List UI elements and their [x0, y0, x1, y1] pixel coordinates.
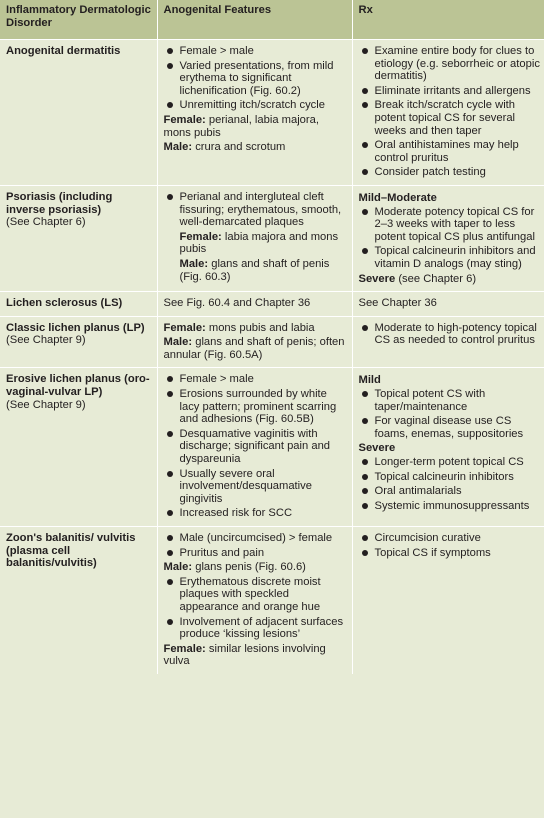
features-cell	[157, 527, 352, 674]
item-text: Moderate to high-potency topical CS as needed to control pruritus	[374, 321, 537, 347]
bullet-list	[164, 373, 348, 520]
bullet-list	[359, 388, 541, 440]
item-label: Male:	[179, 257, 209, 270]
rx-cell	[352, 368, 544, 527]
table-row	[0, 40, 544, 186]
bullet-dot-icon	[362, 325, 368, 331]
item-text: Female > male	[179, 45, 254, 57]
item-text: glans and shaft of penis; often annular (Fig. 60.5A)	[163, 336, 345, 361]
disorder-cell	[0, 292, 157, 317]
item-text: Consider patch testing	[374, 166, 486, 179]
bullet-dot-icon	[362, 209, 368, 215]
bullet-list	[164, 45, 348, 112]
bullet-dot-icon	[362, 503, 368, 509]
labeled-line	[164, 114, 348, 139]
features-cell	[157, 185, 352, 291]
bullet-item	[359, 99, 541, 137]
chapter-reference: (See Chapter 9)	[6, 334, 86, 347]
bullet-dot-icon	[362, 169, 368, 175]
item-text: Systemic immunosuppressants	[374, 499, 530, 512]
bullet-dot-icon	[362, 248, 368, 254]
item-text: Erythematous discrete moist plaques with speckled appearance and orange hue	[179, 575, 321, 613]
item-label: Severe	[358, 272, 396, 285]
severity-heading: Severe	[358, 442, 396, 455]
item-text: Eliminate irritants and allergens	[374, 84, 531, 97]
disorder-name: Lichen sclerosus (LS)	[6, 297, 123, 310]
item-text: Perianal and intergluteal cleft fissuring; erythematous, smooth, well-demarcated plaques	[179, 190, 342, 229]
item-text: Unremitting itch/scratch cycle	[179, 99, 325, 112]
bullet-item	[164, 373, 348, 386]
rx-cell	[352, 292, 544, 317]
item-text: Erosions surrounded by white lacy pattern; prominent scarring and adhesions (Fig. 60.5B)	[179, 388, 337, 426]
bullet-dot-icon	[167, 391, 173, 397]
item-text: glans penis (Fig. 60.6)	[192, 561, 306, 574]
disorder-cell	[0, 316, 157, 368]
features-cell	[157, 316, 352, 368]
chapter-reference: (See Chapter 9)	[6, 398, 86, 411]
severity-heading: Mild	[358, 374, 381, 387]
item-text: For vaginal disease use CS foams, enemas, suppositories	[374, 415, 524, 440]
item-text: Oral antihistamines may help control pruritus	[374, 139, 519, 164]
item-text: Break itch/scratch cycle with potent topical CS for several weeks and then taper	[374, 99, 516, 137]
table-body	[0, 40, 544, 674]
labeled-line	[164, 141, 348, 154]
bullet-item	[164, 231, 348, 256]
rx-cell	[352, 527, 544, 674]
bullet-item	[164, 45, 348, 58]
bullet-list	[359, 206, 541, 271]
item-label: Male:	[163, 141, 193, 154]
labeled-line	[164, 561, 348, 574]
item-text: (see Chapter 6)	[395, 272, 477, 285]
bullet-item	[164, 388, 348, 426]
bullet-list	[359, 45, 541, 179]
bullet-item	[359, 85, 541, 98]
bullet-dot-icon	[167, 550, 173, 556]
bullet-item	[359, 45, 541, 83]
item-text: Topical CS if symptoms	[374, 546, 491, 559]
item-text: Female > male	[179, 373, 254, 386]
bullet-item	[164, 547, 348, 560]
disorder-name: Anogenital dermatitis	[6, 45, 121, 57]
bullet-item	[359, 471, 541, 484]
bullet-item	[359, 532, 541, 545]
bullet-item	[359, 245, 541, 270]
item-text: Male (uncircumcised) > female	[179, 532, 333, 544]
item-text: glans and shaft of penis (Fig. 60.3)	[179, 257, 330, 283]
item-text: perianal, labia majora, mons pubis	[163, 113, 319, 139]
severity-heading: Mild–Moderate	[358, 191, 437, 204]
severity-heading	[359, 273, 541, 286]
item-text: mons pubis and labia	[205, 321, 315, 334]
labeled-line	[164, 336, 348, 361]
table-row	[0, 316, 544, 368]
labeled-line	[164, 322, 348, 335]
bullet-list	[164, 532, 348, 559]
rx-cell	[352, 316, 544, 368]
disorder-name: Erosive lichen planus (oro-vaginal-vulvar LP)	[6, 373, 150, 399]
bullet-item	[359, 166, 541, 179]
header-row	[0, 0, 544, 40]
table-row	[0, 368, 544, 527]
item-text: Increased risk for SCC	[179, 507, 293, 520]
bullet-item	[164, 576, 348, 614]
bullet-dot-icon	[362, 88, 368, 94]
bullet-item	[164, 60, 348, 98]
rx-cell	[352, 40, 544, 186]
item-text: Topical calcineurin inhibitors and vitamin D analogs (may sting)	[374, 245, 536, 270]
bullet-dot-icon	[167, 48, 173, 54]
bullet-item	[164, 507, 348, 520]
bullet-dot-icon	[167, 535, 173, 541]
bullet-dot-icon	[167, 102, 173, 108]
bullet-item	[164, 99, 348, 112]
item-label: Male:	[163, 561, 193, 574]
bullet-dot-icon	[167, 431, 173, 437]
bullet-list	[359, 532, 541, 559]
bullet-item	[359, 322, 541, 347]
item-text: similar lesions involving vulva	[163, 642, 326, 668]
bullet-dot-icon	[362, 550, 368, 556]
item-text: Usually severe oral involvement/desquamative gingivitis	[179, 467, 312, 505]
disorder-name: Classic lichen planus (LP)	[6, 321, 145, 334]
bullet-dot-icon	[167, 63, 173, 69]
bullet-dot-icon	[167, 619, 173, 625]
item-text: Longer-term potent topical CS	[374, 456, 524, 469]
bullet-dot-icon	[167, 579, 173, 585]
item-text: Desquamative vaginitis with discharge; significant pain and dyspareunia	[179, 427, 331, 466]
table-row	[0, 292, 544, 317]
bullet-item	[359, 139, 541, 164]
bullet-list	[359, 322, 541, 347]
item-text: Examine entire body for clues to etiology (e.g. seborrheic or atopic dermatitis)	[374, 45, 540, 83]
header-disorder: Inflammatory Dermatologic Disorder	[0, 0, 157, 40]
item-text: Oral antimalarials	[374, 485, 462, 498]
bullet-dot-icon	[362, 418, 368, 424]
item-text: Topical calcineurin inhibitors	[374, 470, 514, 483]
bullet-item	[164, 532, 348, 545]
bullet-dot-icon	[167, 471, 173, 477]
bullet-item	[164, 258, 348, 283]
bullet-item	[359, 547, 541, 560]
plain-text: See Fig. 60.4 and Chapter 36	[163, 297, 311, 310]
disorder-cell	[0, 527, 157, 674]
rx-cell	[352, 185, 544, 291]
bullet-item	[164, 468, 348, 506]
bullet-item	[359, 485, 541, 498]
item-label: Female:	[163, 642, 206, 655]
bullet-item	[359, 456, 541, 469]
bullet-list	[359, 456, 541, 512]
bullet-dot-icon	[362, 474, 368, 480]
disorder-cell	[0, 40, 157, 186]
features-cell	[157, 292, 352, 317]
features-cell	[157, 368, 352, 527]
item-text: crura and scrotum	[192, 141, 286, 154]
item-text: Pruritus and pain	[179, 546, 265, 559]
bullet-item	[359, 500, 541, 513]
chapter-reference: (See Chapter 6)	[6, 216, 86, 229]
item-text: Involvement of adjacent surfaces produce ‘kissing lesions’	[179, 615, 344, 641]
features-cell	[157, 40, 352, 186]
header-rx: Rx	[352, 0, 544, 40]
item-text: Circumcision curative	[374, 532, 481, 544]
item-text: Moderate potency topical CS for 2–3 weeks with taper to less potent topical CS plus antifungal	[374, 205, 535, 243]
bullet-dot-icon	[167, 376, 173, 382]
bullet-dot-icon	[167, 194, 173, 200]
item-label: Female:	[163, 321, 206, 334]
disorder-cell	[0, 185, 157, 291]
item-text: Topical potent CS with taper/maintenance	[374, 388, 486, 413]
disorder-name: Zoon's balanitis/ vulvitis (plasma cell balanitis/vulvitis)	[6, 532, 136, 570]
bullet-item	[359, 415, 541, 440]
labeled-line	[164, 643, 348, 668]
bullet-dot-icon	[362, 459, 368, 465]
plain-text: See Chapter 36	[358, 297, 437, 310]
bullet-list	[164, 576, 348, 641]
bullet-item	[164, 428, 348, 466]
item-text: labia majora and mons pubis	[179, 230, 339, 256]
table-header	[0, 0, 544, 40]
bullet-dot-icon	[362, 535, 368, 541]
bullet-dot-icon	[167, 510, 173, 516]
disorder-name: Psoriasis (including inverse psoriasis)	[6, 190, 113, 216]
bullet-item	[164, 616, 348, 641]
bullet-dot-icon	[362, 48, 368, 54]
bullet-item	[359, 206, 541, 244]
bullet-dot-icon	[362, 102, 368, 108]
table-row	[0, 527, 544, 674]
bullet-item	[359, 388, 541, 413]
item-label: Female:	[163, 113, 206, 126]
table-row	[0, 185, 544, 291]
bullet-item	[164, 191, 348, 229]
item-label: Male:	[163, 336, 193, 349]
bullet-dot-icon	[362, 488, 368, 494]
bullet-dot-icon	[362, 142, 368, 148]
bullet-list	[164, 191, 348, 283]
item-label: Female:	[179, 230, 222, 243]
bullet-dot-icon	[362, 391, 368, 397]
header-features: Anogenital Features	[157, 0, 352, 40]
disorder-cell	[0, 368, 157, 527]
item-text: Varied presentations, from mild erythema to significant lichenification (Fig. 60.2)	[179, 59, 334, 97]
